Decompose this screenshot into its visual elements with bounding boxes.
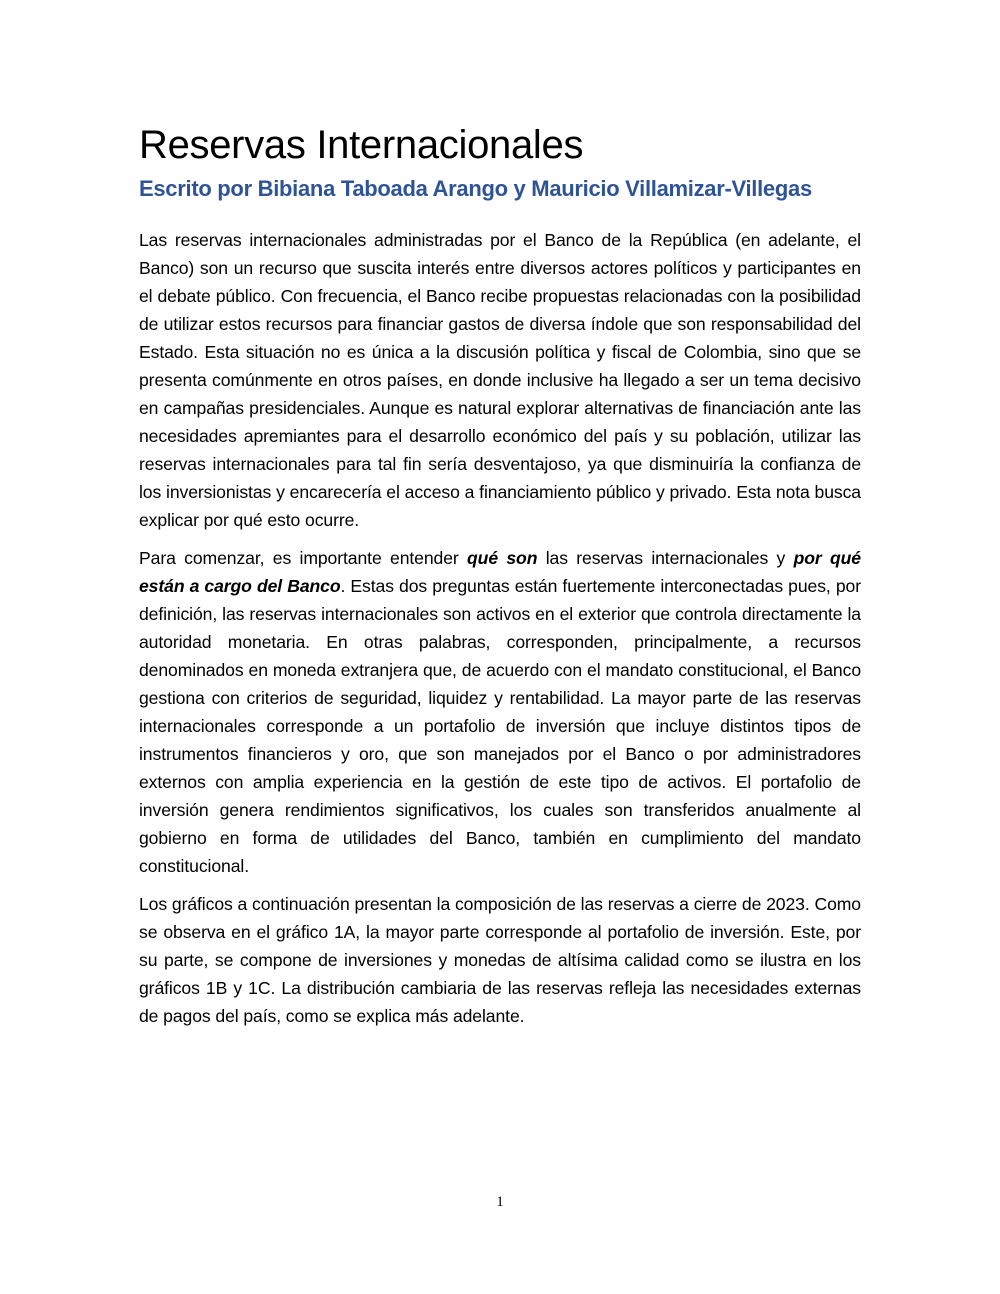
paragraph-2-text-c: . Estas dos preguntas están fuertemente interconectadas pues, por definición, las reservas internacionales son activos en el exterior que controla directamente la autoridad monetaria. En otras palabras, corresponden, principalmente, a recursos denominados en moneda extranjera que, de acuerdo con el mandato constitucional, el Banco gestiona con criterios de seguridad, liquidez y rentabilidad. La mayor parte de las reservas internacionales corresponde a un portafolio de inversión que incluye distintos tipos de instrumentos financieros y oro, que son manejados por el Banco o por administradores externos con amplia experiencia en la gestión de este tipo de activos. El portafolio de inversión genera rendimientos significativos, los cuales son transferidos anualmente al gobierno en forma de utilidades del Banco, también en cumplimiento del mandato constitucional.	[139, 576, 861, 876]
paragraph-2-text-a: Para comenzar, es importante entender	[139, 548, 468, 568]
document-subtitle: Escrito por Bibiana Taboada Arango y Mauricio Villamizar-Villegas	[139, 176, 812, 201]
document-page	[139, 118, 861, 1040]
paragraph-2-text-b: las reservas internacionales y	[537, 548, 794, 568]
paragraph-3: Los gráficos a continuación presentan la composición de las reservas a cierre de 2023. Como se observa en el gráfico 1A, la mayor parte corresponde al portafolio de inversión. Este, por su parte, se compone de inversiones y monedas de altísima calidad como se ilustra en los gráficos 1B y 1C. La distribución cambiaria de las reservas refleja las necesidades externas de pagos del país, como se explica más adelante.	[139, 894, 861, 1026]
document-body	[139, 226, 861, 1030]
document-title: Reservas Internacionales	[139, 123, 584, 167]
page-number: 1	[496, 1194, 504, 1210]
paragraph-2	[139, 544, 861, 880]
paragraph-1: Las reservas internacionales administradas por el Banco de la República (en adelante, el Banco) son un recurso que suscita interés entre diversos actores políticos y participantes en el debate público. Con frecuencia, el Banco recibe propuestas relacionadas con la posibilidad de utilizar estos recursos para financiar gastos de diversa índole que son responsabilidad del Estado. Esta situación no es única a la discusión política y fiscal de Colombia, sino que se presenta comúnmente en otros países, en donde inclusive ha llegado a ser un tema decisivo en campañas presidenciales. Aunque es natural explorar alternativas de financiación ante las necesidades apremiantes para el desarrollo económico del país y su población, utilizar las reservas internacionales para tal fin sería desventajoso, ya que disminuiría la confianza de los inversionistas y encarecería el acceso a financiamiento público y privado. Esta nota busca explicar por qué esto ocurre.	[139, 230, 861, 530]
paragraph-2-emphasis-1: qué son	[467, 548, 538, 568]
paragraph-2-emphasis-2: por qué están a cargo del Banco	[139, 548, 861, 596]
